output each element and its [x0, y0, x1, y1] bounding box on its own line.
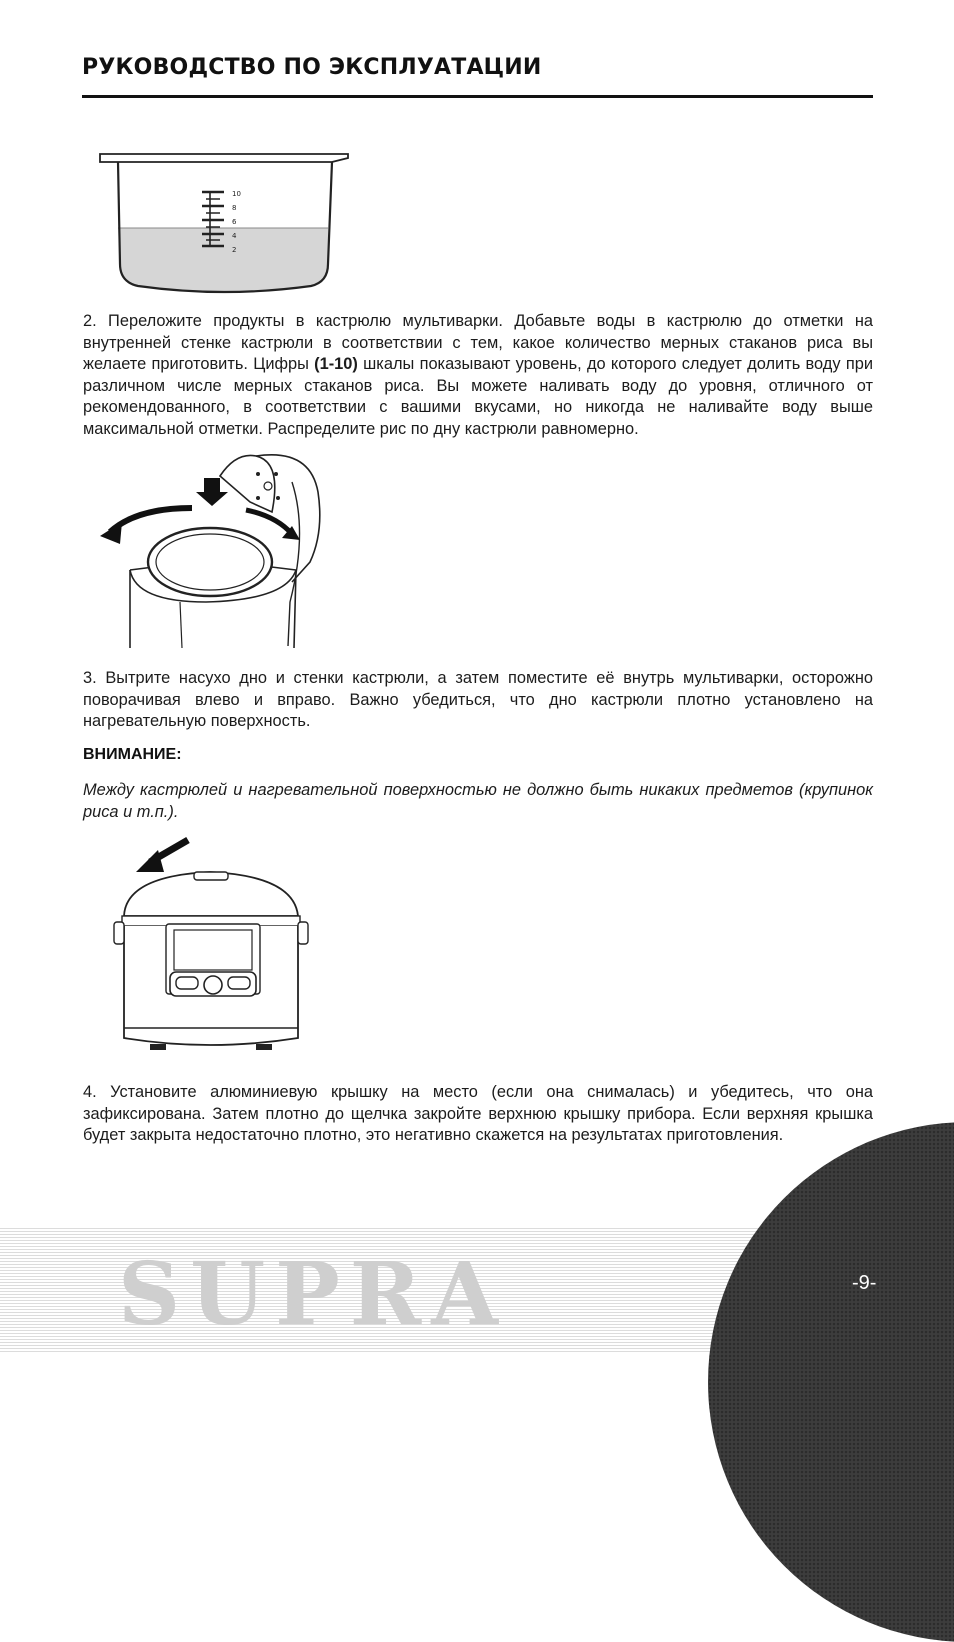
- step-2-paragraph: [83, 311, 873, 441]
- scale-mark-10: 10: [232, 190, 241, 198]
- step-2-scale-range: (1-10): [314, 355, 358, 374]
- page-title: РУКОВОДСТВО ПО ЭКСПЛУАТАЦИИ: [82, 55, 542, 80]
- page-number: -9-: [852, 1272, 877, 1294]
- scale-mark-2: 2: [232, 246, 237, 254]
- scale-mark-4: 4: [232, 232, 237, 240]
- step-3-paragraph: 3. Вытрите насухо дно и стенки кастрюли, а затем поместите её внутрь мультиварки, осторожно поворачивая влево и вправо. Важно убедиться, что дно кастрюли плотно установлено на нагревательную поверхность.: [83, 669, 873, 731]
- header-divider: [82, 95, 873, 98]
- step-4-paragraph: 4. Установите алюминиевую крышку на место (если она снималась) и убедитесь, что она зафиксирована. Затем плотно до щелчка закройте верхнюю крышку прибора. Если верхняя крышка будет закрыта недостаточно плотно, это негативно скажется на результатах приготовления.: [83, 1083, 873, 1145]
- pot-insertion-illustration: [96, 452, 336, 652]
- step-2-text-start: 2. Переложите продукты в кастрюлю мультиварки. Добавьте воды в кастрюлю до отметки на внутренней стенке кастрюли в соответствии с тем, какое количество мерных стаканов риса вы желаете приготовить. Цифры: [83, 312, 873, 374]
- lid-closing-illustration: [110, 832, 310, 1064]
- supra-logo: SUPRA: [118, 1244, 508, 1345]
- scale-mark-8: 8: [232, 204, 237, 212]
- warning-title: ВНИМАНИЕ:: [83, 746, 182, 763]
- scale-mark-6: 6: [232, 218, 237, 226]
- inner-pot-illustration: [96, 146, 352, 298]
- step-2-text-end: шкалы показывают уровень, до которого следует долить воду при различном числе мерных стаканов риса. Вы можете наливать воду до уровня, отличного от рекомендованного, в соответствии с вашими вкусами, но никогда не наливайте воду выше максимальной отметки. Распределите рис по дну кастрюли равномерно.: [83, 355, 873, 438]
- warning-text: Между кастрюлей и нагревательной поверхностью не должно быть никаких предметов (крупинок риса и т.п.).: [83, 781, 873, 821]
- corner-circle-decoration: [708, 1122, 954, 1642]
